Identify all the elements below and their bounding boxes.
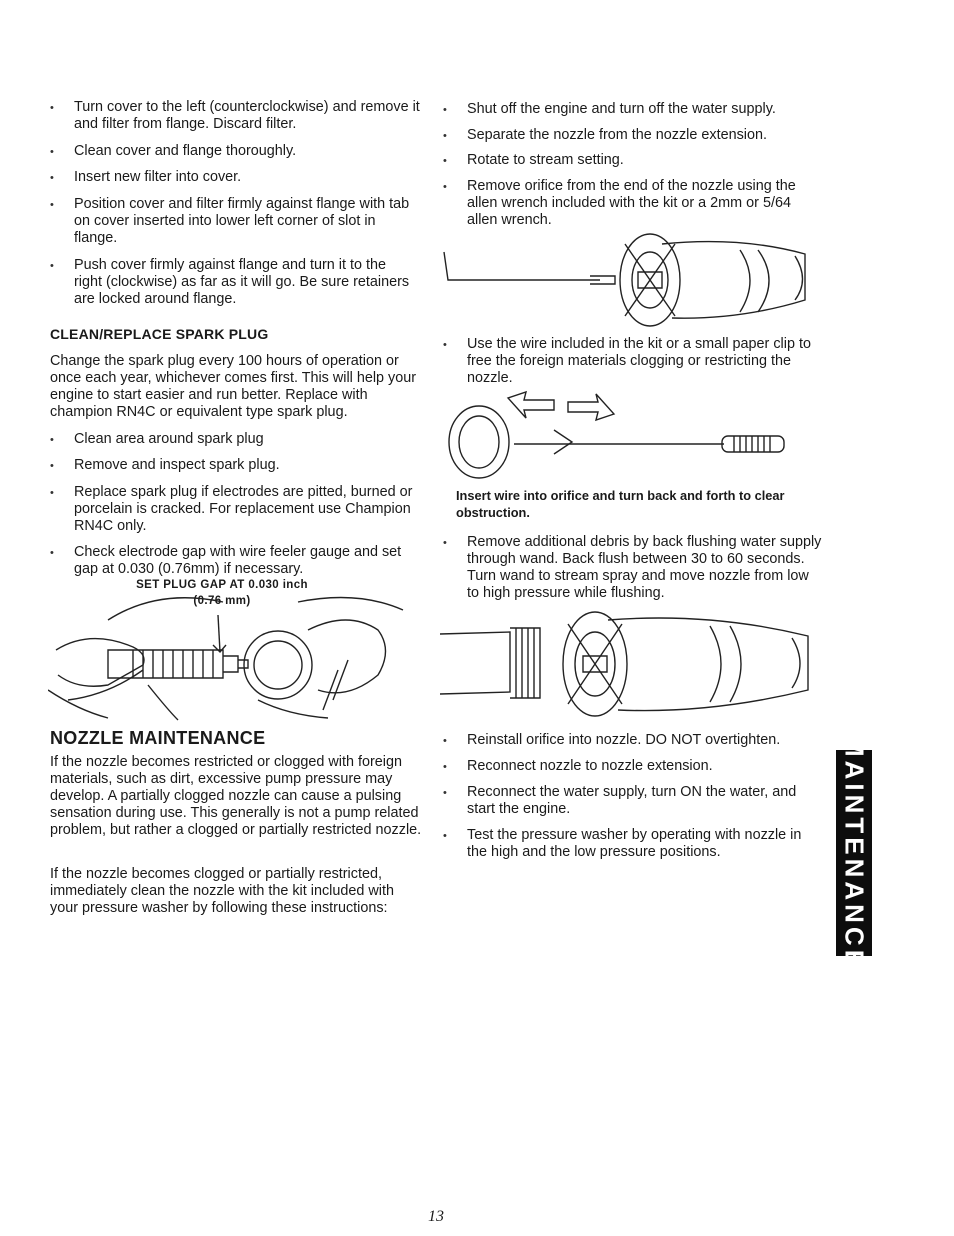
list-item: • Remove and inspect spark plug. [50,457,280,473]
bullet-icon: • [50,172,54,184]
list-item: • Replace spark plug if electrodes are pitted, burned or porcelain is cracked. For replacement use Champion RN4C only. [50,484,413,534]
figure-label: SET PLUG GAP AT 0.030 inch [136,579,308,591]
bullet-icon: • [50,434,54,446]
bullet-icon: • [443,787,447,799]
bullet-icon: • [443,830,447,842]
list-item: • Reconnect the water supply, turn ON the water, and start the engine. [443,784,797,817]
list-item: • Remove additional debris by back flushing water supply through wand. Back flush between 30 to 60 seconds. Turn wand to stream spray and move nozzle from low to high pressure while flushing. [443,534,822,601]
section-heading: NOZZLE MAINTENANCE [50,728,266,748]
bullet-icon: • [443,155,447,167]
back-flush-illustration [440,606,820,724]
list-item: • Check electrode gap with wire feeler gauge and set gap at 0.030 (0.76mm) if necessary. [50,544,402,577]
bullet-icon: • [50,199,54,211]
wire-insertion-illustration [444,384,804,480]
nozzle-allen-wrench-illustration [440,230,820,330]
list-item: • Insert new filter into cover. [50,169,242,185]
list-item: • Position cover and filter firmly against flange with tab on cover inserted into lower left corner of slot in flange. [50,196,410,246]
paragraph: Change the spark plug every 100 hours of operation or once each year, whichever comes first. This will help your engine to start easier and run better. Replace with champion RN4C or equivalent type spark plug. [50,353,417,420]
bullet-icon: • [443,339,447,351]
bullet-icon: • [443,181,447,193]
page-number: 13 [428,1208,444,1225]
bullet-icon: • [50,487,54,499]
list-item: • Rotate to stream setting. [443,152,624,168]
list-item: • Test the pressure washer by operating with nozzle in the high and the low pressure positions. [443,827,802,860]
bullet-icon: • [443,130,447,142]
bullet-icon: • [50,260,54,272]
bullet-icon: • [50,547,54,559]
list-item: • Reinstall orifice into nozzle. DO NOT overtighten. [443,732,781,748]
figure-caption: Insert wire into orifice and turn back and forth to clear obstruction. [456,488,785,520]
spark-plug-gap-illustration [48,590,408,725]
bullet-icon: • [443,104,447,116]
list-item: • Remove orifice from the end of the nozzle using the allen wrench included with the kit or a 2mm or 5/64 allen wrench. [443,178,796,228]
list-item: • Push cover firmly against flange and turn it to the right (clockwise) as far as it will go. Be sure retainers are locked around flange. [50,257,410,307]
bullet-icon: • [443,537,447,549]
list-item: • Turn cover to the left (counterclockwise) and remove it and filter from flange. Discard filter. [50,99,420,132]
bullet-icon: • [443,761,447,773]
bullet-icon: • [50,460,54,472]
section-subheading: CLEAN/REPLACE SPARK PLUG [50,326,269,342]
section-side-tab: MAINTENANCE [836,750,872,956]
list-item: • Clean area around spark plug [50,431,264,447]
bullet-icon: • [443,735,447,747]
paragraph: If the nozzle becomes clogged or partially restricted, immediately clean the nozzle with the kit included with your pressure washer by following these instructions: [50,866,394,916]
list-item: • Use the wire included in the kit or a small paper clip to free the foreign materials clogging or restricting the nozzle. [443,336,811,386]
list-item: • Shut off the engine and turn off the water supply. [443,101,776,117]
paragraph: If the nozzle becomes restricted or clogged with foreign materials, such as dirt, excessive pump pressure may develop. A partially clogged nozzle can cause a pulsing sensation during use. This generally is not a pump related problem, but rather a clogged or partially restricted nozzle. [50,754,422,838]
bullet-icon: • [50,146,54,158]
list-item: • Clean cover and flange thoroughly. [50,143,297,159]
figure-label: (0.76 mm) [193,595,251,607]
list-item: • Reconnect nozzle to nozzle extension. [443,758,713,774]
bullet-icon: • [50,102,54,114]
list-item: • Separate the nozzle from the nozzle extension. [443,127,767,143]
